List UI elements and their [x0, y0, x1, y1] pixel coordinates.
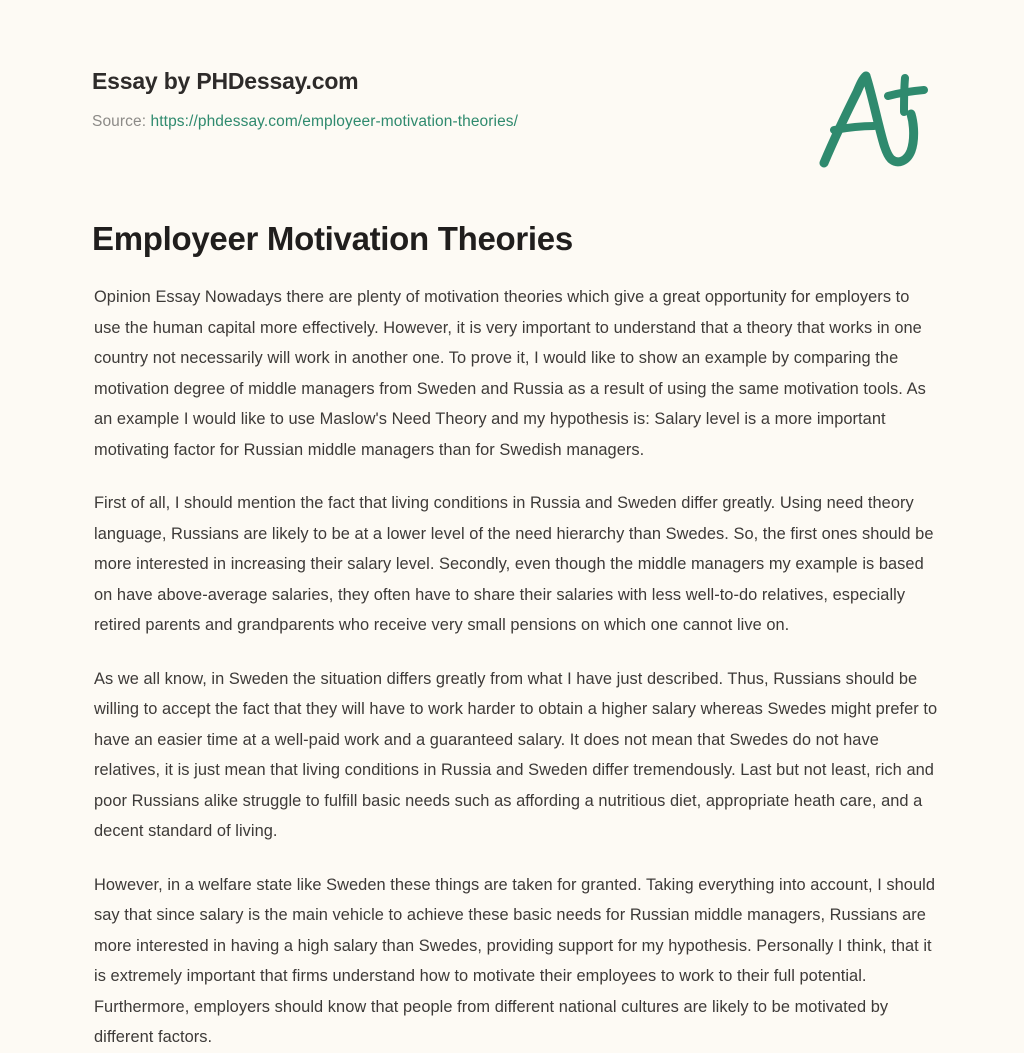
paragraph: First of all, I should mention the fact that living conditions in Russia and Sweden differ greatly. Using need theory language, Russians are likely to be at a lower level of the need hierarchy than Swedes. So, the first ones should be more interested in increasing their salary level. Secondly, even though the middle managers my example is based on have above-average salaries, they often have to share their salaries with less well-to-do relatives, especially retired parents and grandparents who receive very small pensions on which one cannot live on. [94, 494, 934, 634]
page-header [92, 68, 792, 131]
a-plus-logo-icon [812, 66, 940, 170]
source-label: Source: [92, 112, 147, 130]
article-title: Employeer Motivation Theories [92, 220, 573, 257]
source-url-link[interactable]: https://phdessay.com/employeer-motivation-theories/ [150, 112, 519, 130]
paragraph: As we all know, in Sweden the situation differs greatly from what I have just described. Thus, Russians should be willing to accept the fact that they will have to work harder to obtain a higher salary whereas Swedes might prefer to have an easier time at a well-paid work and a guaranteed salary. It does not mean that Swedes do not have relatives, it is just mean that living conditions in Russia and Sweden differ tremendously. Last but not least, rich and poor Russians alike struggle to fulfill basic needs such as affording a nutritious diet, appropriate heath care, and a decent standard of living. [94, 669, 938, 840]
source-line [92, 113, 792, 131]
paragraph: Opinion Essay Nowadays there are plenty of motivation theories which give a great opportunity for employers to use the human capital more effectively. However, it is very important to understand that a theory that works in one country not necessarily will work in another one. To prove it, I would like to show an example by comparing the motivation degree of middle managers from Sweden and Russia as a result of using the same motivation tools. As an example I would like to use Maslow's Need Theory and my hypothesis is: Salary level is a more important motivating factor for Russian middle managers than for Swedish managers. [94, 288, 926, 459]
brand-title: Essay by PHDessay.com [92, 68, 359, 94]
article-body [94, 282, 939, 1053]
paragraph: However, in a welfare state like Sweden these things are taken for granted. Taking everything into account, I should say that since salary is the main vehicle to achieve these basic needs for Russian middle managers, Russians are more interested in having a high salary than Swedes, providing support for my hypothesis. Personally I think, that it is extremely important that firms understand how to motivate their employees to work to their full potential. Furthermore, employers should know that people from different national cultures are likely to be motivated by different factors. [94, 875, 935, 1046]
